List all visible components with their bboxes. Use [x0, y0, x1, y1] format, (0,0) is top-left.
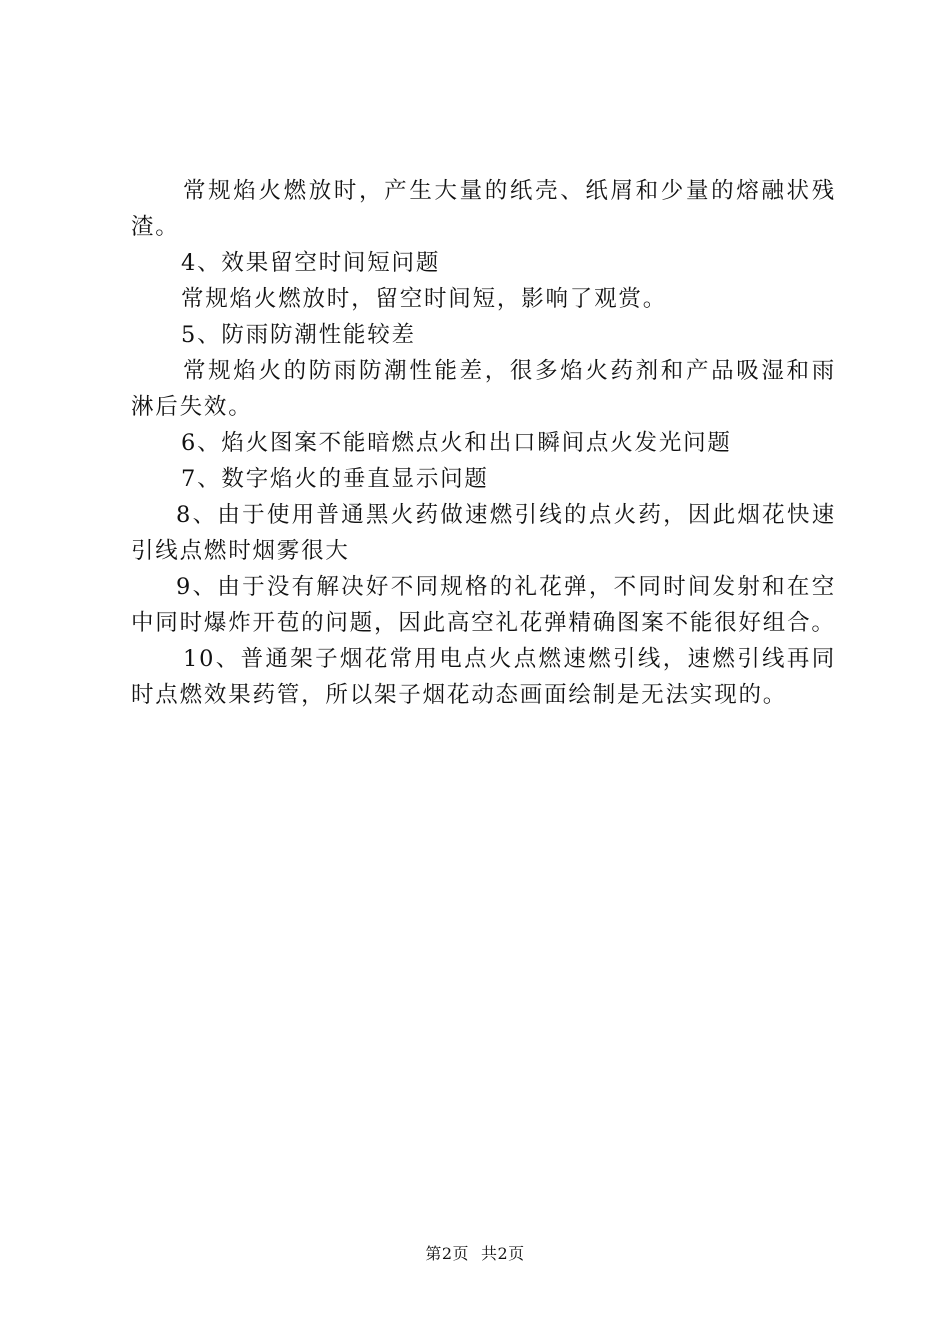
page-number: 第2页	[425, 1244, 469, 1263]
paragraph-item-9: 9、由于没有解决好不同规格的礼花弹，不同时间发射和在空中同时爆炸开苞的问题，因此高空礼花弹精确图案不能很好组合。	[131, 574, 836, 636]
heading-item-4: 4、效果留空时间短问题	[181, 250, 441, 276]
heading-item-7: 7、数字焰火的垂直显示问题	[181, 466, 489, 492]
paragraph-airtime-description: 常规焰火燃放时，留空时间短，影响了观赏。	[181, 286, 668, 312]
page-footer	[0, 1243, 950, 1265]
heading-item-5: 5、防雨防潮性能较差	[181, 322, 416, 348]
paragraph-moisture-description: 常规焰火的防雨防潮性能差，很多焰火药剂和产品吸湿和雨淋后失效。	[131, 358, 836, 420]
paragraph-item-10: 10、普通架子烟花常用电点火点燃速燃引线，速燃引线再同时点燃效果药管，所以架子烟花动态画面绘制是无法实现的。	[131, 646, 836, 708]
paragraph-item-8: 8、由于使用普通黑火药做速燃引线的点火药，因此烟花快速引线点燃时烟雾很大	[131, 502, 836, 564]
paragraph-debris-description: 常规焰火燃放时，产生大量的纸壳、纸屑和少量的熔融状残渣。	[131, 178, 836, 240]
document-body	[131, 173, 836, 713]
heading-item-6: 6、焰火图案不能暗燃点火和出口瞬间点火发光问题	[181, 430, 732, 456]
page-total: 共2页	[481, 1244, 525, 1263]
